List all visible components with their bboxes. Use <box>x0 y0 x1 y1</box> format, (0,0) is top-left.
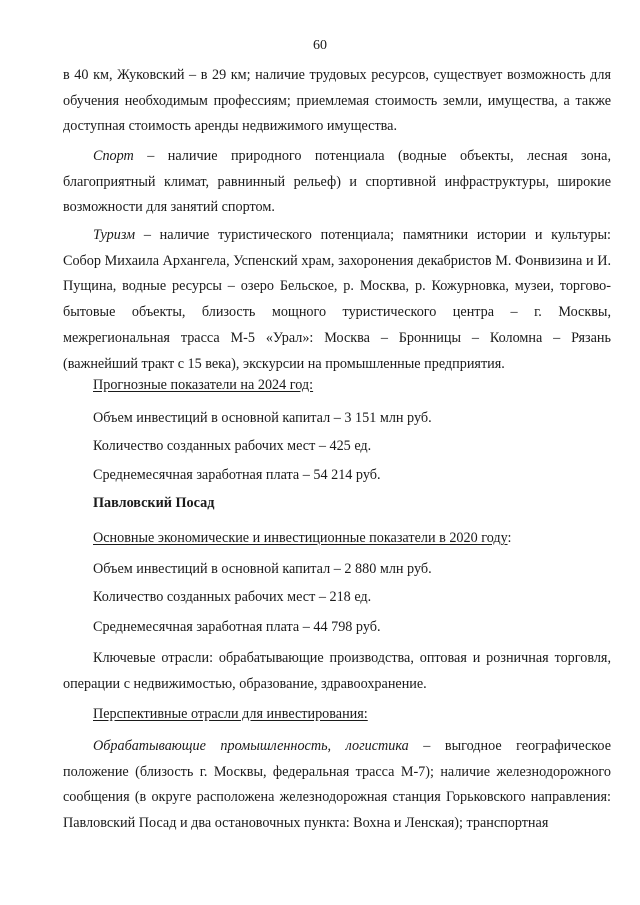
paragraph-sport <box>63 144 611 221</box>
prospective-heading: Перспективные отрасли для инвестирования: <box>93 706 368 722</box>
section-title: Павловский Посад <box>93 495 215 511</box>
page-number: 60 <box>313 38 327 53</box>
sport-term: Спорт <box>93 148 134 164</box>
paragraph-manufacturing <box>63 734 611 837</box>
paragraph-intro: в 40 км, Жуковский – в 29 км; наличие трудовых ресурсов, существует возможность для обучения необходимым профессиям; приемлемая стоимость земли, имущества, а также доступная стоимость аренды недвижимого имущества. <box>63 67 611 135</box>
indicators-heading: Основные экономические и инвестиционные показатели в 2020 году <box>93 530 508 546</box>
paragraph-tourism <box>63 223 611 377</box>
indicators-investment: Объем инвестиций в основной капитал – 2 880 млн руб. <box>93 561 432 577</box>
forecast-heading: Прогнозные показатели на 2024 год: <box>93 377 314 393</box>
forecast-jobs: Количество созданных рабочих мест – 425 ед. <box>93 438 372 454</box>
manufacturing-term: Обрабатывающие промышленность, логистика <box>93 738 409 754</box>
indicators-salary: Среднемесячная заработная плата – 44 798 руб. <box>93 619 381 635</box>
sport-text: – наличие природного потенциала (водные объекты, лесная зона, благоприятный климат, равнинный рельеф) и спортивной инфраструктуры, широкие возможности для занятий спортом. <box>63 148 611 216</box>
forecast-salary: Среднемесячная заработная плата – 54 214 руб. <box>93 467 381 483</box>
tourism-term: Туризм <box>93 227 136 243</box>
paragraph-key-sectors: Ключевые отрасли: обрабатывающие производства, оптовая и розничная торговля, операции с недвижимостью, образование, здравоохранение. <box>63 650 611 692</box>
tourism-text: – наличие туристического потенциала; памятники истории и культуры: Собор Михаила Архангела, Успенский храм, захоронения декабристов М. Фонвизина и И. Пущина, водные ресурсы – озеро Бельское, р. Москва, р. Кожурновка, музеи, торгово-бытовые объекты, близость мощного туристического центра – г. Москвы, межрегиональная трасса М-5 «Урал»: Москва – Бронницы – Коломна – Рязань (важнейший тракт с 15 века), экскурсии на промышленные предприятия. <box>63 227 611 372</box>
forecast-investment: Объем инвестиций в основной капитал – 3 151 млн руб. <box>93 410 432 426</box>
indicators-jobs: Количество созданных рабочих мест – 218 ед. <box>93 589 372 605</box>
manufacturing-text: – выгодное географическое положение (близость г. Москвы, федеральная трасса М-7); наличие железнодорожного сообщения (в округе расположена железнодорожная станция Горьковского направления: Павловский Посад и два остановочных пункта: Вохна и Ленская); транспортная <box>63 738 611 832</box>
indicators-heading-row <box>93 528 511 548</box>
indicators-heading-colon: : <box>507 530 512 546</box>
